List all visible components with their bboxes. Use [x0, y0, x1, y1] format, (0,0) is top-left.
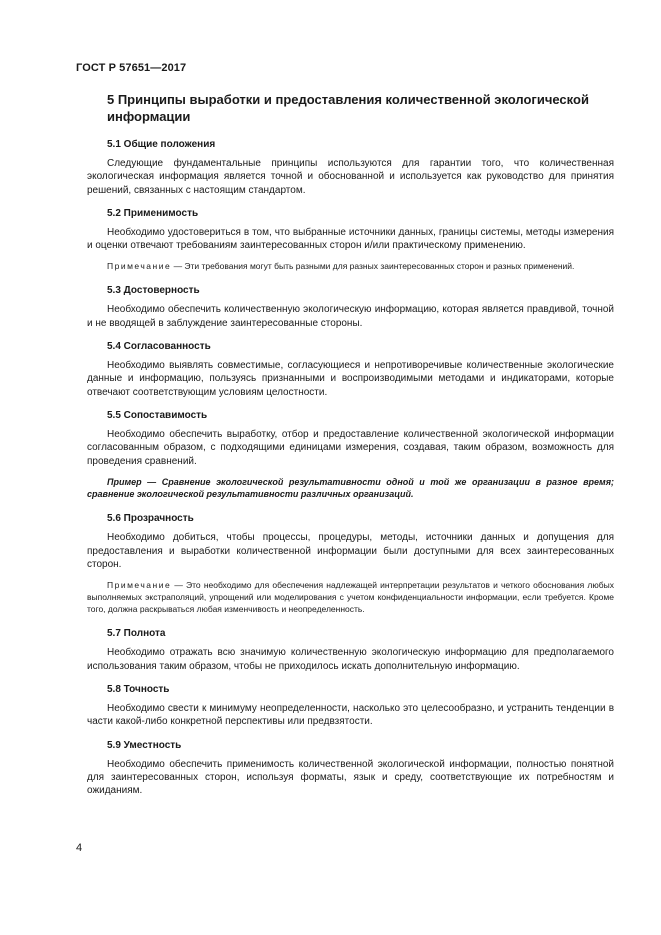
paragraph-5-9: Необходимо обеспечить применимость количественной экологической информации, полностью понятной для заинтересованных сторон, используя форматы, язык и среду, соответствующие их потребностям и ожиданиям.	[87, 758, 614, 797]
subsection-title-5-4: 5.4 Согласованность	[107, 341, 211, 353]
paragraph-5-6: Необходимо добиться, чтобы процессы, процедуры, методы, источники данных и допущения для предоставления и выработки количественной информации были доступными для всех заинтересованных сторон.	[87, 532, 614, 571]
paragraph-5-4: Необходимо выявлять совместимые, согласующиеся и непротиворечивые количественные экологические данные и информацию, пользуясь признанными и воспроизводимыми методами и индикаторами, которые отвечают соответствующим условиям целостности.	[87, 360, 614, 398]
subsection-title-5-8: 5.8 Точность	[107, 683, 170, 695]
paragraph-5-7: Необходимо отражать всю значимую количественную экологическую информацию для предполагаемого использования таким образом, чтобы не приходилось искать дополнительную информацию.	[87, 647, 614, 672]
paragraph-5-3: Необходимо обеспечить количественную экологическую информацию, которая является правдивой, точной и не вводящей в заблуждение заинтересованные стороны.	[87, 304, 614, 329]
subsection-title-5-5: 5.5 Сопоставимость	[107, 409, 208, 421]
paragraph-5-8: Необходимо свести к минимуму неопределенности, насколько это целесообразно, и устранить тенденции в части какой-либо конкретной перспективы или предвзятости.	[87, 702, 614, 728]
subsection-title-5-6: 5.6 Прозрачность	[107, 513, 194, 525]
document-body	[87, 92, 614, 797]
section-title: 5 Принципы выработки и предоставления количественной экологической информации	[107, 92, 589, 124]
note-5-2	[87, 260, 614, 272]
paragraph-5-2: Необходимо удостовериться в том, что выбранные источники данных, границы системы, методы измерения и оценки отвечают требованиям заинтересованных сторон и/или практическому применению.	[87, 226, 614, 252]
paragraph-5-1: Следующие фундаментальные принципы используются для гарантии того, что количественная экологическая информация является точной и обоснованной и используется как руководство для принятия решений, связанных с настоящим стандартом.	[87, 158, 614, 196]
subsection-title-5-9: 5.9 Уместность	[107, 739, 182, 751]
note-text: — Это необходимо для обеспечения надлежащей интерпретации результатов и четкого обоснования любых выполняемых экстраполяций, упрощений или моделирования с учетом конфиденциальности информации, если требуется. Кроме того, должна раскрываться любая изменчивость и неопределенность.	[87, 580, 614, 615]
note-5-6	[87, 579, 614, 615]
subsection-title-5-2: 5.2 Применимость	[107, 207, 199, 219]
subsection-title-5-1: 5.1 Общие положения	[107, 139, 216, 150]
subsection-title-5-3: 5.3 Достоверность	[107, 285, 200, 297]
paragraph-5-5: Необходимо обеспечить выработку, отбор и предоставление количественной экологической информации согласованным образом, с подходящими единицами измерения, создавая, таким образом, возможность для проведения сравнений.	[87, 428, 614, 467]
note-text: — Эти требования могут быть разными для разных заинтересованных сторон и разных применений.	[171, 261, 575, 272]
document-code: ГОСТ Р 57651—2017	[76, 62, 187, 74]
subsection-title-5-7: 5.7 Полнота	[107, 628, 166, 640]
note-label: Примечание	[107, 580, 172, 591]
example-5-5: Пример — Сравнение экологической результативности одной и той же организации в разное время; сравнение экологической результативности различных организаций.	[87, 476, 614, 500]
note-label: Примечание	[107, 261, 172, 272]
page-number: 4	[76, 842, 83, 854]
